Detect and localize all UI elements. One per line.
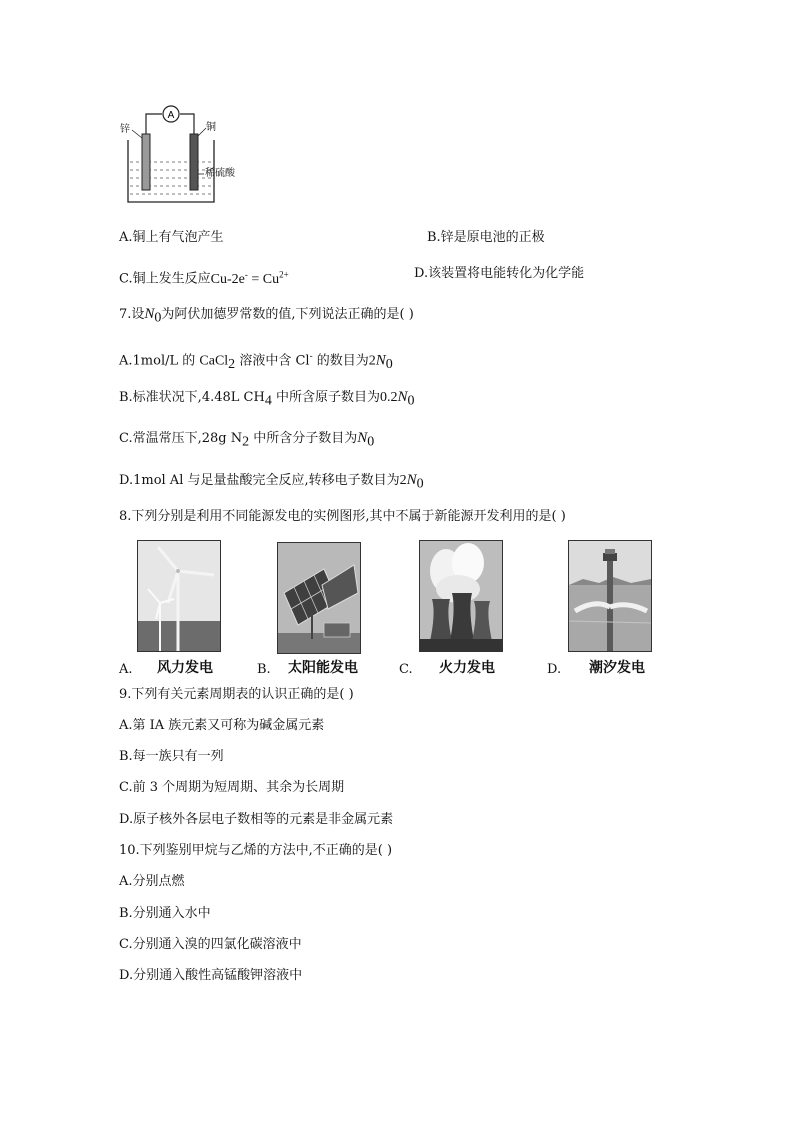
q9-option-c: C.前 3 个周期为短周期、其余为长周期 bbox=[119, 780, 345, 795]
ammeter-symbol: A bbox=[167, 110, 175, 121]
q6-option-a: A.铜上有气泡产生 bbox=[119, 230, 224, 245]
q8-option-a-letter: A. bbox=[119, 662, 133, 677]
q8-stem: 8.下列分别是利用不同能源发电的实例图形,其中不属于新能源开发利用的是( ) bbox=[119, 509, 566, 524]
q10-stem: 10.下列鉴别甲烷与乙烯的方法中,不正确的是( ) bbox=[119, 843, 393, 858]
q7-option-d: D.1mol Al 与足量盐酸完全反应,转移电子数目为$2N_0$ bbox=[119, 472, 424, 492]
q8-option-d-letter: D. bbox=[547, 662, 562, 677]
q7-stem: 7.设$N_0$为阿伏加德罗常数的值,下列说法正确的是( ) bbox=[119, 306, 414, 326]
label-copper: 铜 bbox=[206, 122, 216, 133]
q8-option-c-letter: C. bbox=[399, 662, 413, 677]
solar-power-image bbox=[277, 542, 361, 654]
q10-option-b: B.分别通入水中 bbox=[119, 906, 211, 921]
q10-option-c: C.分别通入溴的四氯化碳溶液中 bbox=[119, 937, 302, 952]
zinc-electrode bbox=[142, 134, 150, 190]
galvanic-cell-diagram bbox=[118, 100, 228, 208]
q8-option-d-caption: 潮汐发电 bbox=[589, 660, 645, 676]
q9-stem: 9.下列有关元素周期表的认识正确的是( ) bbox=[119, 687, 354, 702]
q10-option-d: D.分别通入酸性高锰酸钾溶液中 bbox=[119, 968, 303, 983]
q8-option-b-caption: 太阳能发电 bbox=[288, 660, 358, 676]
q7-option-b: B.标准状况下,4.48L $CH_4$ 中所含原子数目为$0.2N_0$ bbox=[119, 389, 415, 409]
q9-option-d: D.原子核外各层电子数相等的元素是非金属元素 bbox=[119, 812, 394, 827]
q6-option-b: B.锌是原电池的正极 bbox=[427, 230, 545, 245]
label-zinc: 锌 bbox=[120, 124, 130, 135]
q6-option-c: C.铜上发生反应$Cu-2e^- = Cu^{2+}$ bbox=[119, 269, 289, 287]
tidal-power-image bbox=[568, 540, 652, 652]
q9-option-a: A.第 IA 族元素又可称为碱金属元素 bbox=[119, 718, 325, 733]
q8-option-c-caption: 火力发电 bbox=[439, 660, 495, 676]
q7-option-a: A.1mol/L 的 CaCl$_2$ 溶液中含 Cl- 的数目为$2N_0$ bbox=[119, 352, 393, 372]
wind-power-image bbox=[137, 540, 221, 652]
q9-option-b: B.每一族只有一列 bbox=[119, 749, 224, 764]
thermal-power-image bbox=[419, 540, 503, 652]
label-acid: 稀硫酸 bbox=[205, 168, 235, 179]
q6-option-d: D.该装置将电能转化为化学能 bbox=[414, 266, 585, 281]
q10-option-a: A.分别点燃 bbox=[119, 874, 185, 889]
q7-option-c: C.常温常压下,28g $N_2$ 中所含分子数目为$N_0$ bbox=[119, 430, 375, 450]
q8-option-a-caption: 风力发电 bbox=[157, 660, 213, 676]
copper-electrode bbox=[190, 134, 198, 190]
q8-option-b-letter: B. bbox=[257, 662, 271, 677]
